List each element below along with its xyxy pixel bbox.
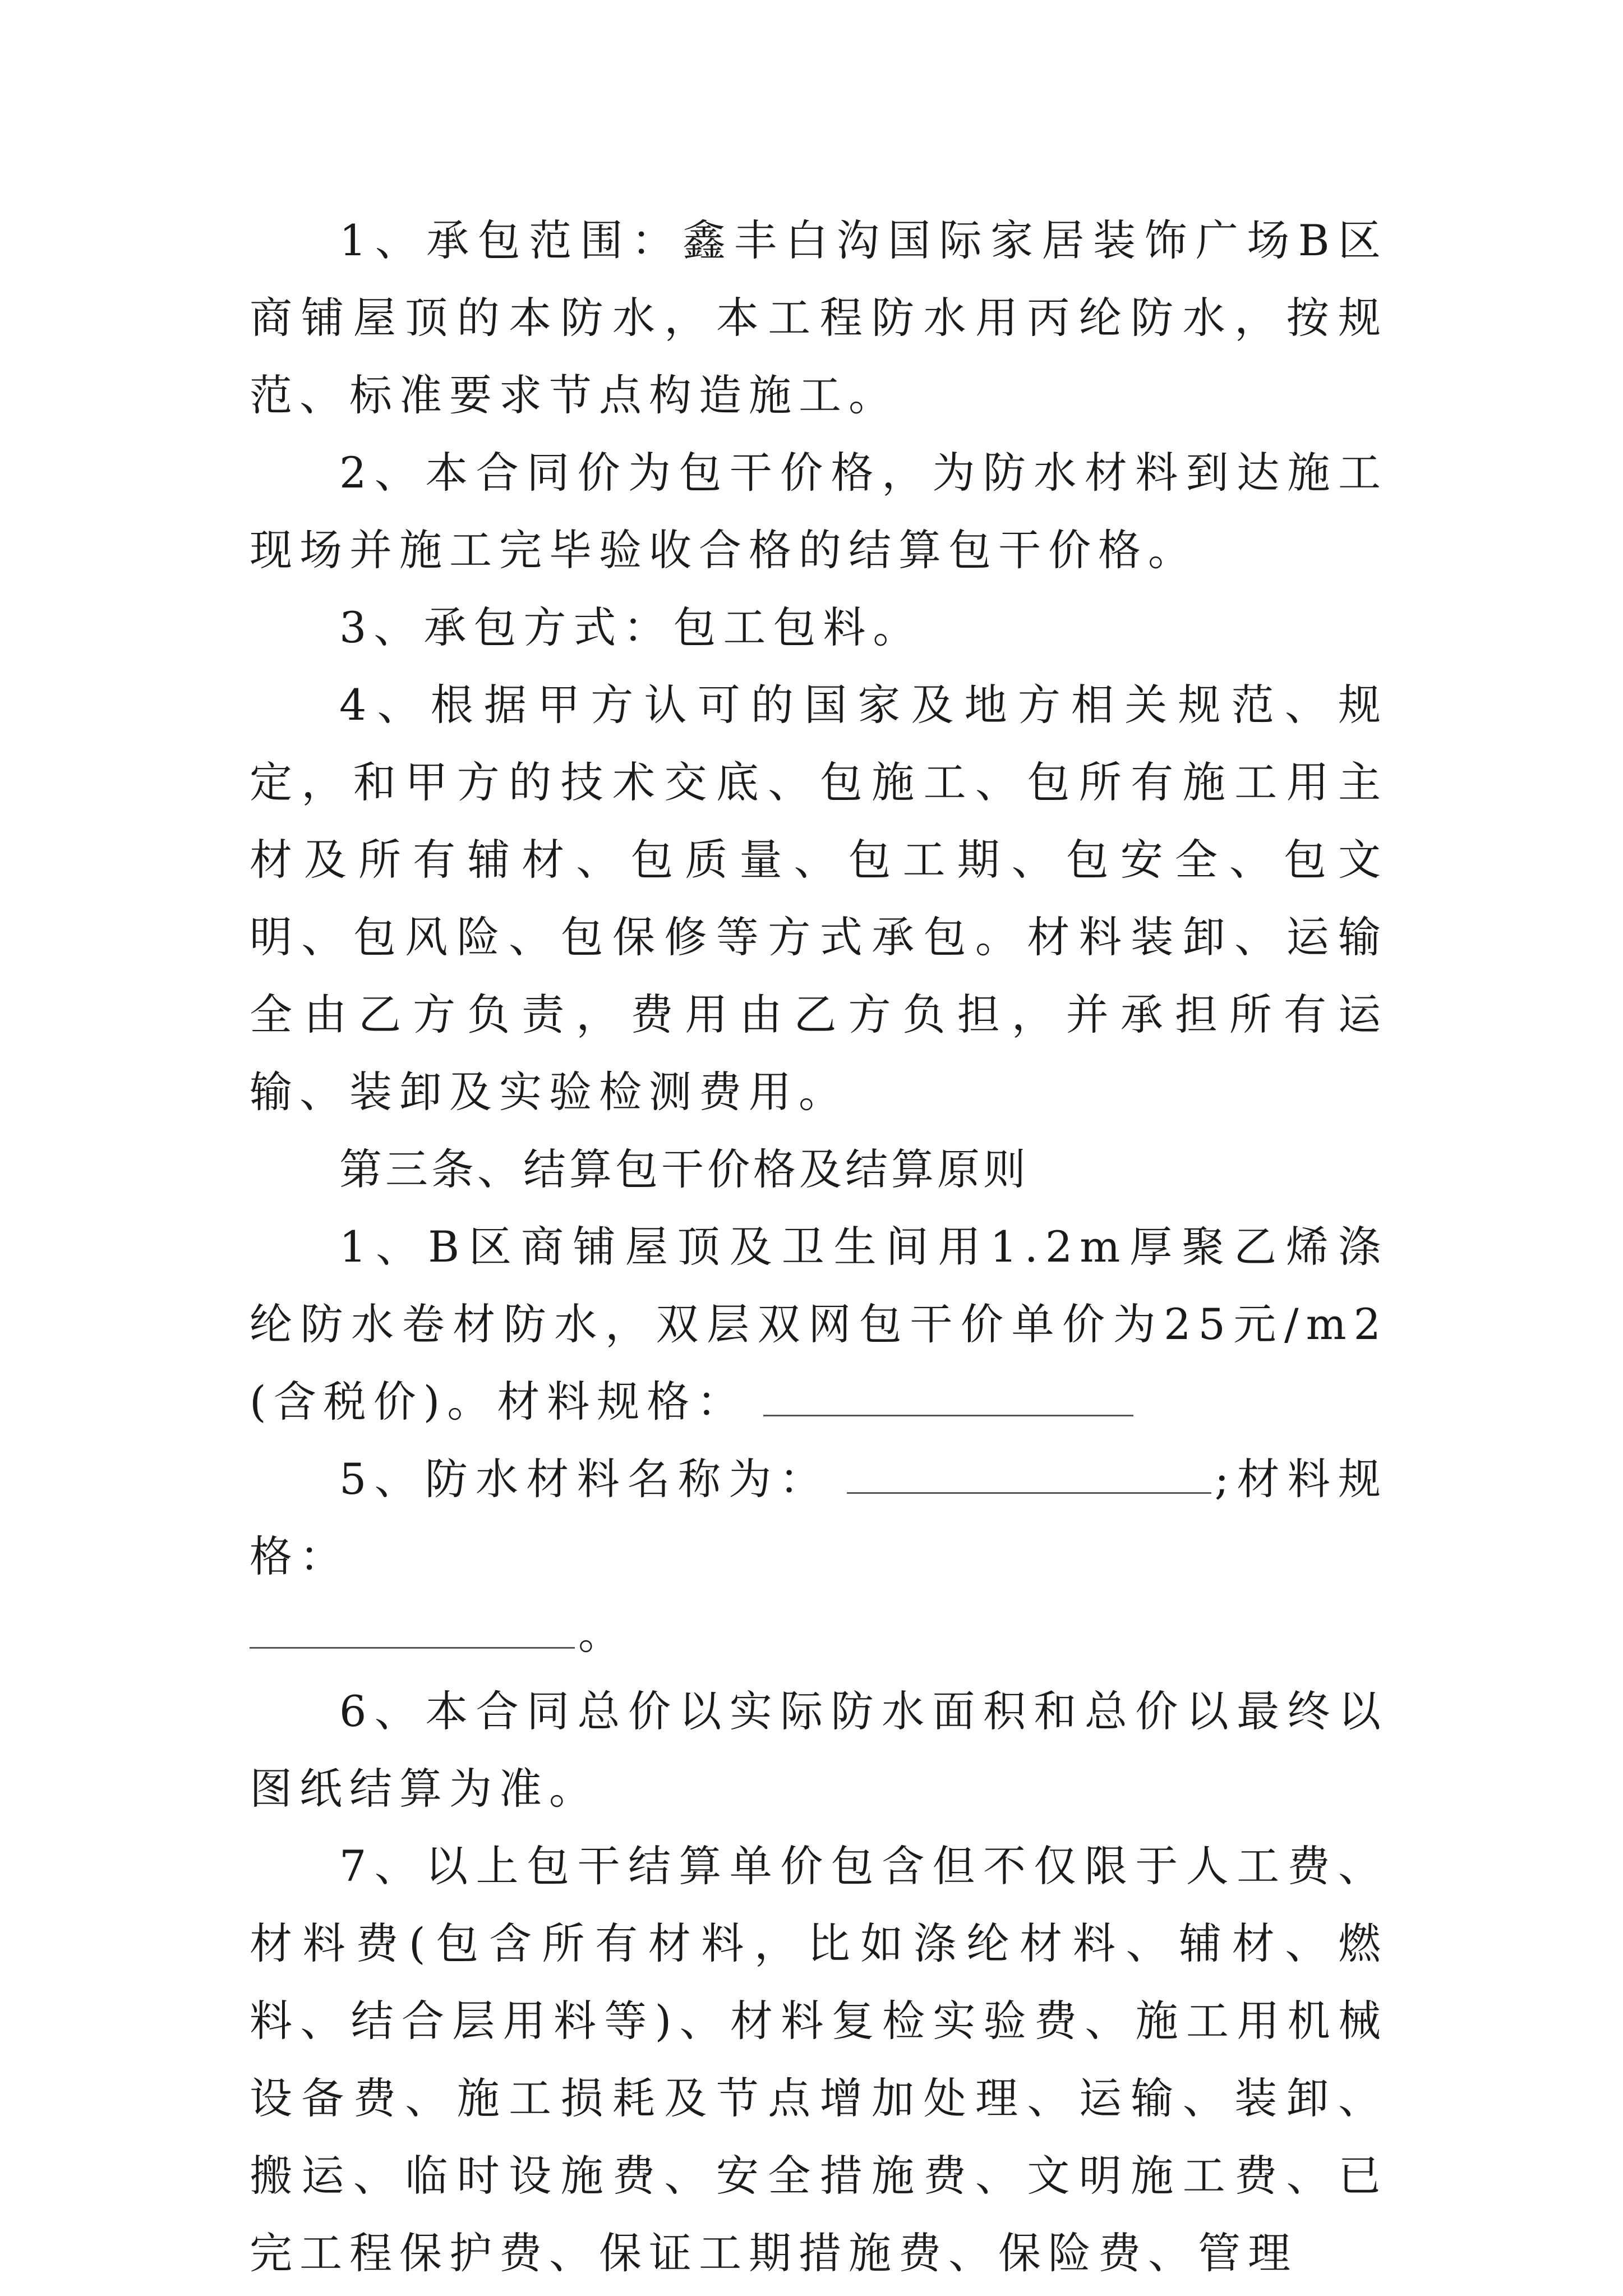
clause-price-inclusions: 7、以上包干结算单价包含但不仅限于人工费、材料费(包含所有材料，比如涤纶材料、辅材、燃料、结合层用料等)、材料复检实验费、施工用机械设备费、施工损耗及节点增加处理、运输、装卸、搬运、临时设施费、安全措施费、文明施工费、已完工程保护费、保证工期措施费、保险费、管理 bbox=[250, 1841, 1388, 2278]
document-body bbox=[250, 202, 1388, 2292]
clause-contract-price: 2、本合同价为包干价格，为防水材料到达施工现场并施工完毕验收合格的结算包干价格。 bbox=[250, 448, 1388, 575]
clause-end-mark: 。 bbox=[578, 1609, 628, 1659]
clause-contract-method: 3、承包方式：包工包料。 bbox=[339, 602, 923, 652]
material-name-label: 5、防水材料名称为： bbox=[339, 1454, 830, 1504]
clause-material-name bbox=[250, 1441, 1388, 1673]
clause-responsibilities: 4、根据甲方认可的国家及地方相关规范、规定，和甲方的技术交底、包施工、包所有施工用主材及所有辅材、包质量、包工期、包安全、包文明、包风险、包保修等方式承包。材料装卸、运输全由乙方负责，费用由乙方负担，并承担所有运输、装卸及实验检测费用。 bbox=[250, 680, 1388, 1117]
section-heading-article-3: 第三条、结算包干价格及结算原则 bbox=[339, 1144, 1029, 1194]
clause-total-price: 6、本合同总价以实际防水面积和总价以最终以图纸结算为准。 bbox=[250, 1686, 1388, 1814]
clause-unit-price-text: 1、B区商铺屋顶及卫生间用1.2m厚聚乙烯涤纶防水卷材防水，双层双网包干价单价为25元/m2(含税价)。材料规格： bbox=[250, 1222, 1388, 1427]
material-spec-label: ;材料规格： bbox=[250, 1454, 1388, 1581]
clause-scope: 1、承包范围：鑫丰白沟国际家居装饰广场B区商铺屋顶的本防水，本工程防水用丙纶防水，按规范、标准要求节点构造施工。 bbox=[250, 215, 1388, 420]
material-spec-blank-2 bbox=[250, 1610, 575, 1649]
clause-unit-price bbox=[250, 1208, 1388, 1441]
material-name-blank bbox=[847, 1455, 1211, 1494]
material-spec-blank bbox=[763, 1378, 1133, 1416]
